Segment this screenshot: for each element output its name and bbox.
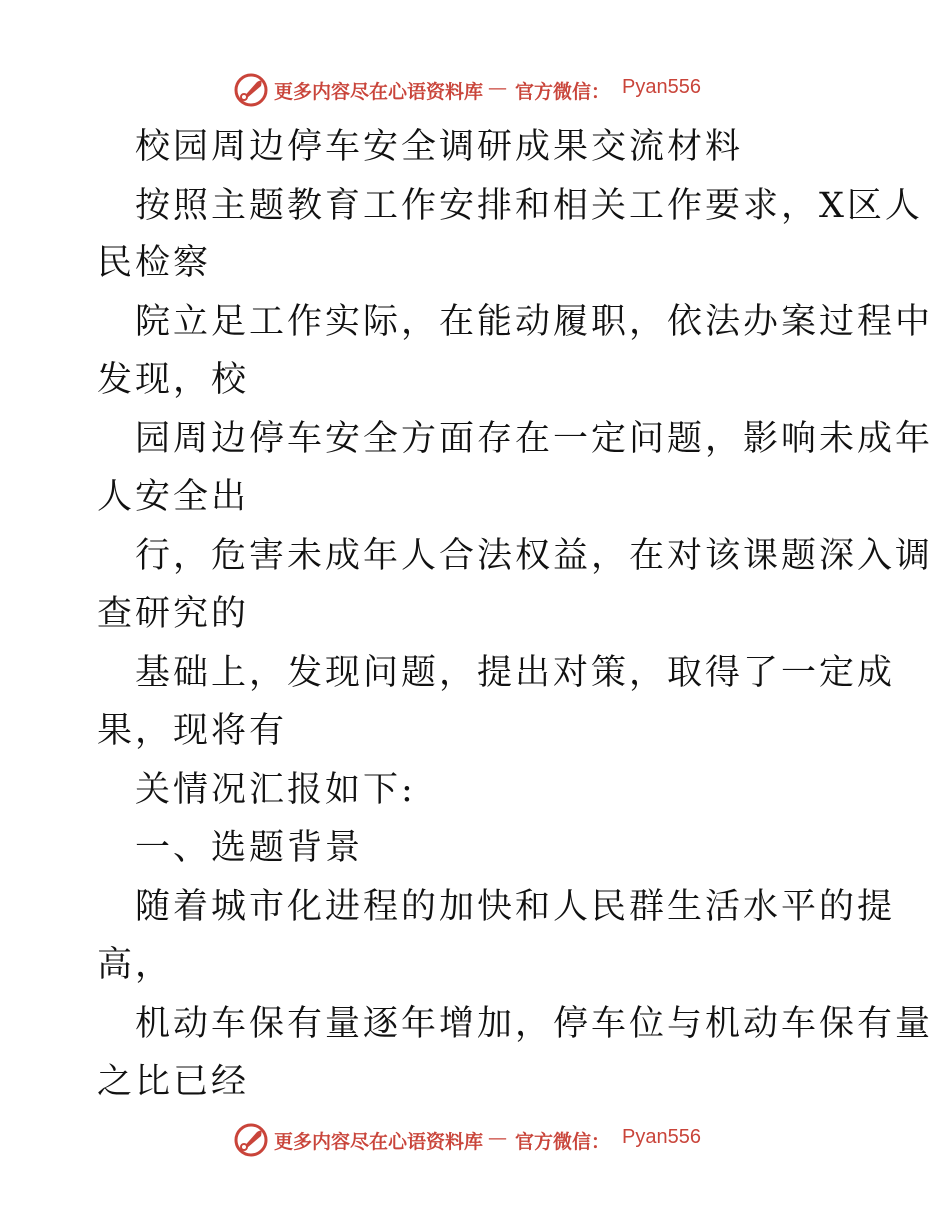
body-line: 园周边停车安全方面存在一定问题，影响未成年: [135, 419, 934, 459]
body-line: 行，危害未成年人合法权益，在对该课题深入调: [135, 536, 934, 576]
footer-watermark: [0, 1120, 950, 1160]
body-line: 关情况汇报如下:: [135, 770, 416, 810]
watermark-text: 更多内容尽在心语资料库: [274, 81, 484, 103]
body-line: 高，: [97, 945, 174, 985]
body-line: 随着城市化进程的加快和人民群生活水平的提: [135, 887, 896, 927]
document-title: 校园周边停车安全调研成果交流材料: [135, 127, 744, 167]
body-line: 发现，校: [97, 360, 250, 400]
section-heading: 一、选题背景: [135, 828, 364, 868]
wechat-label: 官方微信：: [515, 1131, 611, 1153]
feather-pen-logo-icon: [233, 72, 269, 108]
body-line: 院立足工作实际，在能动履职，依法办案过程中: [135, 302, 934, 342]
body-line: 基础上，发现问题，提出对策，取得了一定成: [135, 653, 896, 693]
wechat-id: Pyan556: [622, 1126, 701, 1148]
wechat-label: 官方微信：: [515, 81, 611, 103]
watermark-dash: —: [488, 1127, 507, 1149]
body-line: 机动车保有量逐年增加，停车位与机动车保有量: [135, 1004, 934, 1044]
body-line: 按照主题教育工作安排和相关工作要求，X区人: [135, 186, 923, 226]
body-line: 之比已经: [97, 1062, 250, 1102]
watermark-text: 更多内容尽在心语资料库: [274, 1131, 484, 1153]
body-line: 人安全出: [97, 477, 250, 517]
watermark-dash: —: [488, 77, 507, 99]
body-line: 民检察: [97, 243, 212, 283]
header-watermark: [0, 70, 950, 110]
feather-pen-logo-icon: [233, 1122, 269, 1158]
body-line: 查研究的: [97, 594, 250, 634]
wechat-id: Pyan556: [622, 76, 701, 98]
body-line: 果，现将有: [97, 711, 288, 751]
